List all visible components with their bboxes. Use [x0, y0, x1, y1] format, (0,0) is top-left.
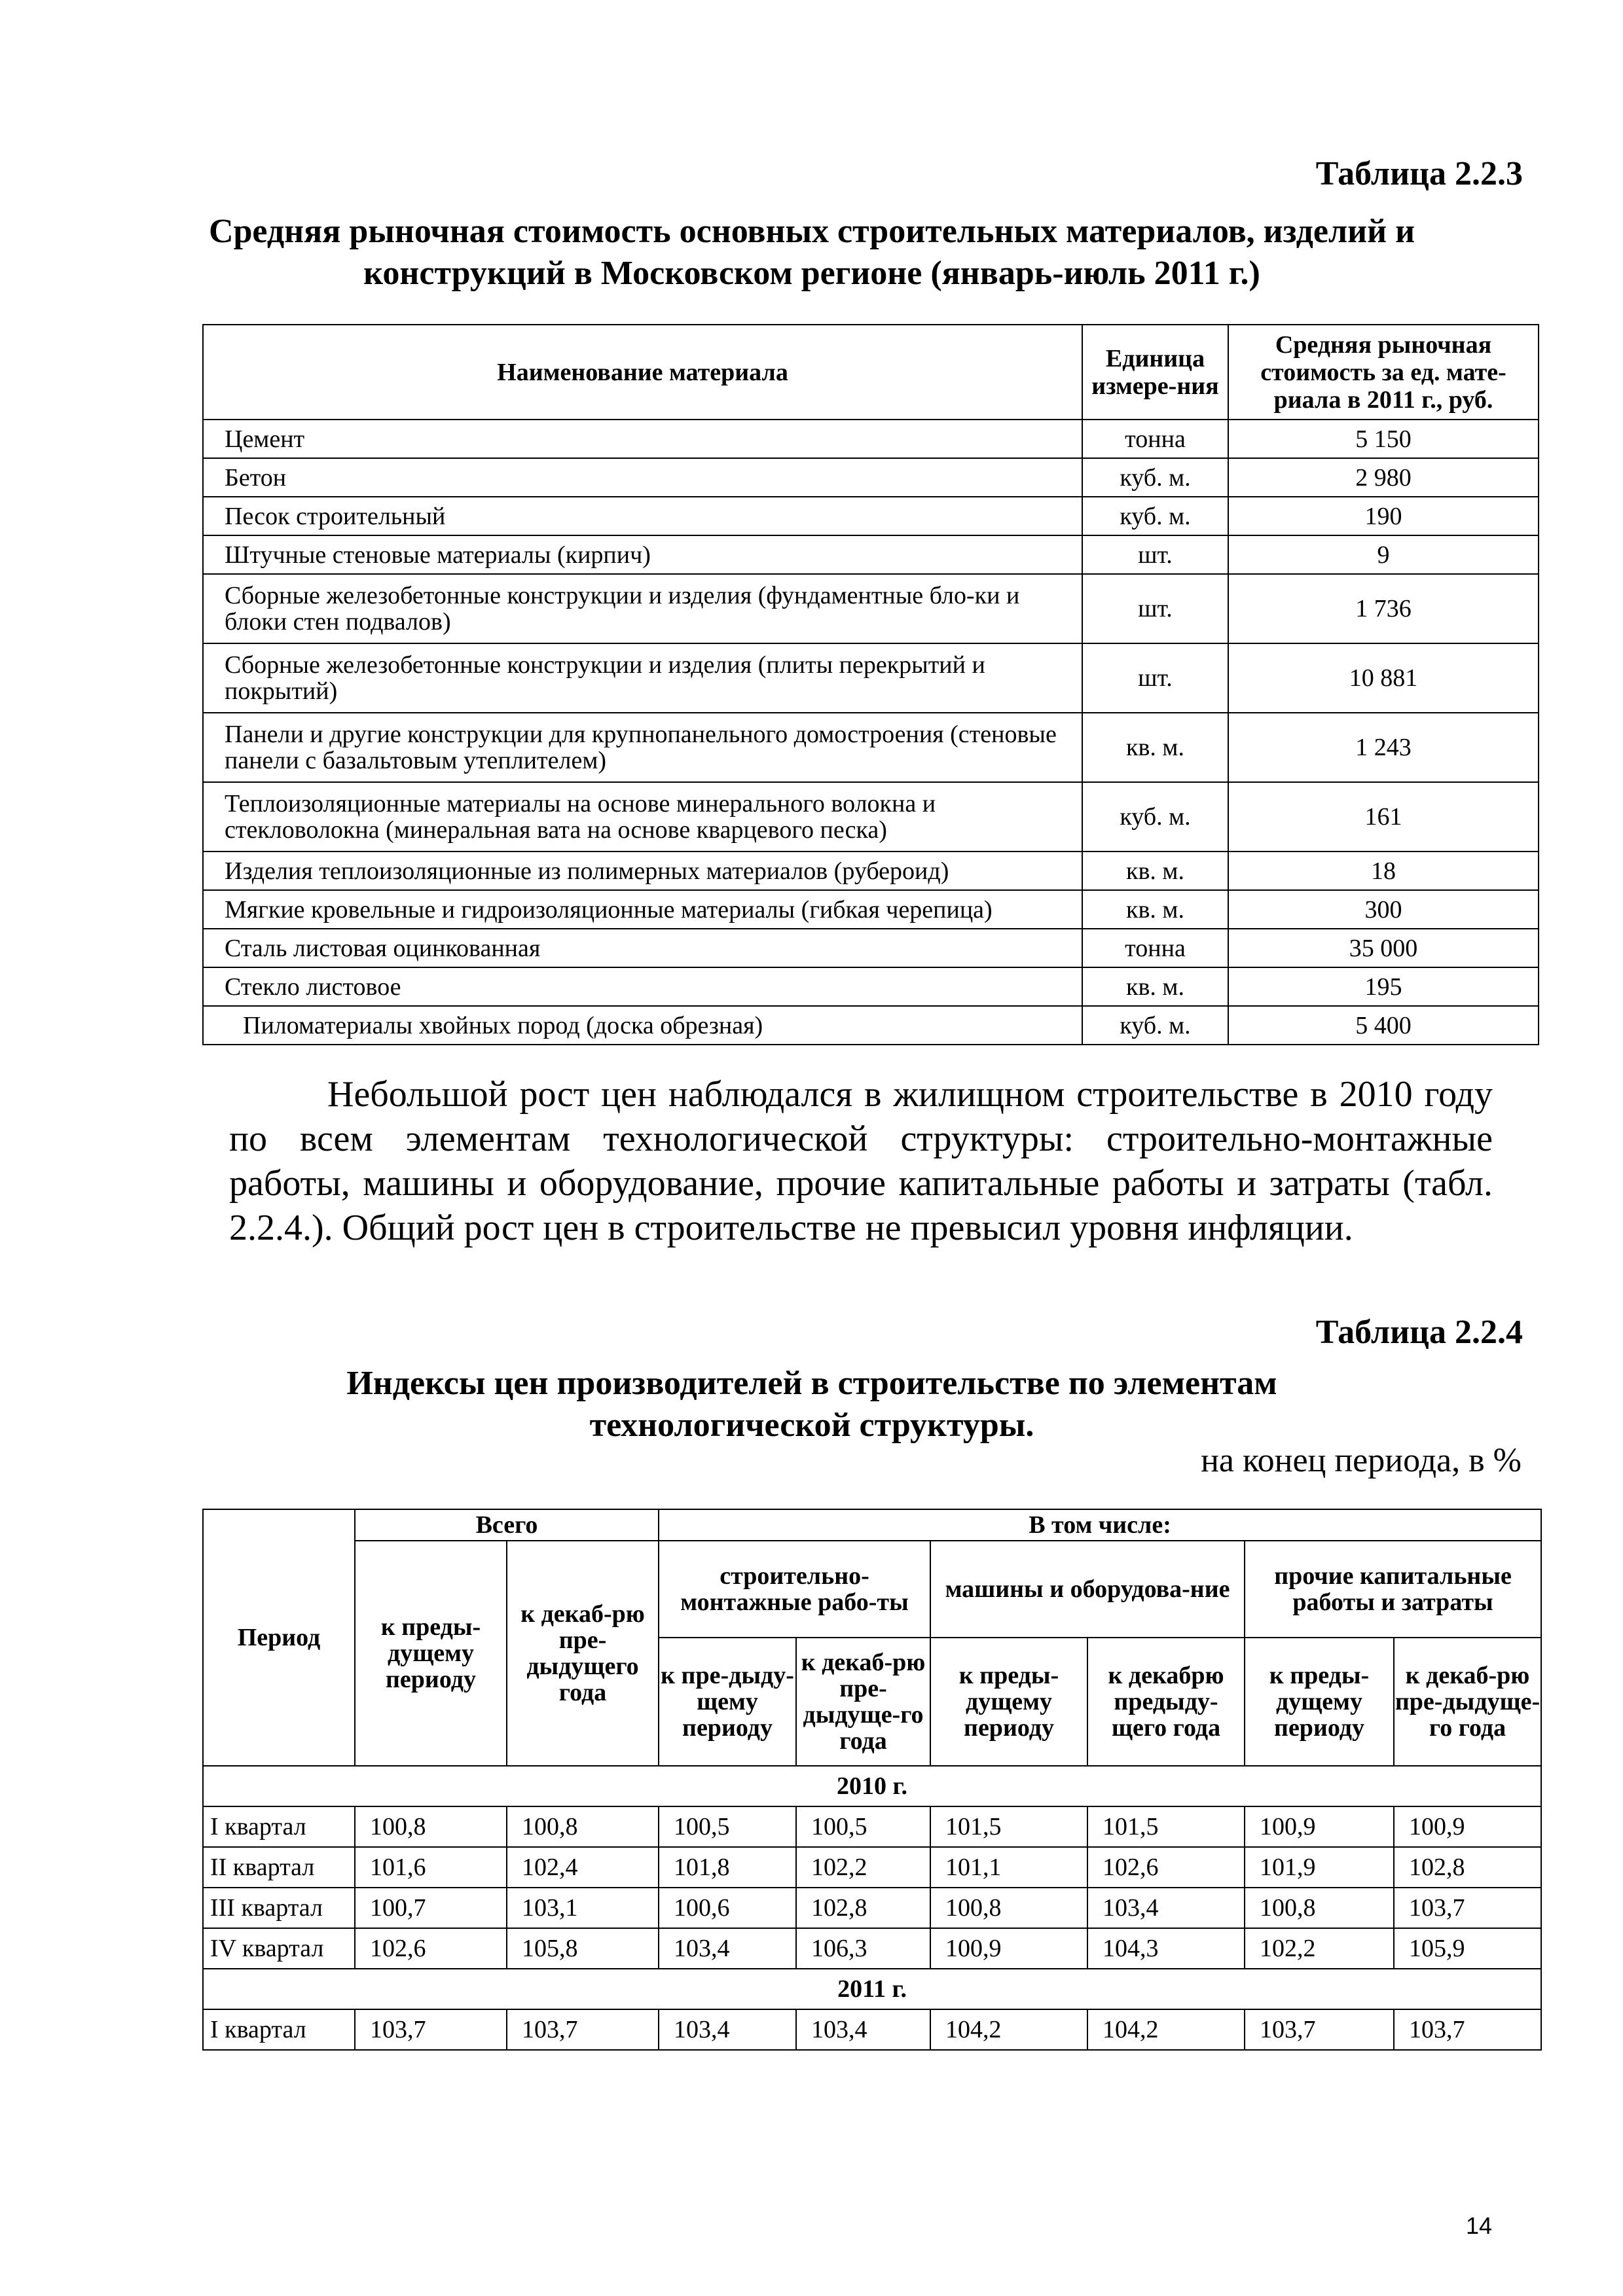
paragraph-text: Небольшой рост цен наблюдался в жилищном строительстве в 2010 году по всем элементам технологической структуры: строительно-монтажные работы, машины и оборудование, прочие капитальные работы и затраты (табл. 2.2.4.). Общий рост цен в строительстве не превысил уровня инфляции.	[229, 1074, 1493, 1248]
index-value-cell: 100,8	[507, 1806, 659, 1847]
period-cell: IV квартал	[203, 1928, 355, 1969]
index-value-cell: 103,4	[796, 2009, 930, 2050]
index-value-cell: 100,7	[355, 1888, 507, 1928]
index-value-cell: 103,4	[659, 2009, 796, 2050]
header-mach-prev: к преды-дущему периоду	[930, 1638, 1087, 1766]
table-row	[203, 574, 1539, 643]
price-cell: 1 243	[1228, 713, 1539, 782]
unit-cell: шт.	[1082, 535, 1228, 574]
year-label: 2011 г.	[203, 1969, 1541, 2009]
index-value-cell: 102,6	[1087, 1847, 1245, 1888]
unit-cell: кв. м.	[1082, 852, 1228, 890]
material-name-cell: Цемент	[203, 420, 1082, 458]
index-value-cell: 103,4	[659, 1928, 796, 1969]
price-cell: 10 881	[1228, 643, 1539, 713]
header-price: Средняя рыночная стоимость за ед. мате-риала в 2011 г., руб.	[1228, 325, 1539, 420]
table-number-2-2-3: Таблица 2.2.3	[1315, 155, 1523, 192]
material-name-cell: Изделия теплоизоляционные из полимерных материалов (рубероид)	[203, 852, 1082, 890]
year-label: 2010 г.	[203, 1766, 1541, 1806]
index-value-cell: 103,7	[1394, 2009, 1541, 2050]
index-value-cell: 103,4	[1087, 1888, 1245, 1928]
index-value-cell: 100,9	[930, 1928, 1087, 1969]
material-name-cell: Панели и другие конструкции для крупнопанельного домостроения (стеновые панели с базальтовым утеплителем)	[203, 713, 1082, 782]
index-value-cell: 102,4	[507, 1847, 659, 1888]
table-row	[203, 420, 1539, 458]
unit-cell: тонна	[1082, 929, 1228, 967]
header-period: Период	[203, 1509, 355, 1766]
table-row	[203, 1847, 1541, 1888]
unit-cell: кв. м.	[1082, 967, 1228, 1006]
price-index-table	[202, 1509, 1542, 2051]
price-cell: 300	[1228, 890, 1539, 929]
material-name-cell: Теплоизоляционные материалы на основе минерального волокна и стекловолокна (минеральная вата на основе кварцевого песка)	[203, 782, 1082, 852]
header-smr: строительно-монтажные рабо-ты	[659, 1541, 930, 1638]
price-cell: 190	[1228, 497, 1539, 535]
index-value-cell: 101,8	[659, 1847, 796, 1888]
index-value-cell: 106,3	[796, 1928, 930, 1969]
price-cell: 1 736	[1228, 574, 1539, 643]
price-cell: 5 400	[1228, 1006, 1539, 1045]
price-cell: 18	[1228, 852, 1539, 890]
table-row	[203, 1006, 1539, 1045]
index-value-cell: 102,2	[796, 1847, 930, 1888]
table-row	[203, 967, 1539, 1006]
index-value-cell: 105,8	[507, 1928, 659, 1969]
table-row	[203, 458, 1539, 497]
unit-cell: тонна	[1082, 420, 1228, 458]
index-value-cell: 103,7	[1394, 1888, 1541, 1928]
index-value-cell: 102,8	[1394, 1847, 1541, 1888]
index-value-cell: 103,7	[355, 2009, 507, 2050]
header-mach-dec: к декабрю предыду-щего года	[1087, 1638, 1245, 1766]
unit-note: на конец периода, в %	[1201, 1442, 1522, 1479]
header-total-dec: к декаб-рю пре-дыдущего года	[507, 1541, 659, 1766]
header-other: прочие капитальные работы и затраты	[1245, 1541, 1541, 1638]
table-row	[203, 535, 1539, 574]
table-row	[203, 1888, 1541, 1928]
index-value-cell: 103,7	[507, 2009, 659, 2050]
index-value-cell: 100,5	[659, 1806, 796, 1847]
header-including: В том числе:	[659, 1509, 1541, 1541]
index-value-cell: 104,2	[1087, 2009, 1245, 2050]
index-value-cell: 100,8	[930, 1888, 1087, 1928]
index-value-cell: 100,9	[1245, 1806, 1394, 1847]
index-value-cell: 101,5	[1087, 1806, 1245, 1847]
price-cell: 5 150	[1228, 420, 1539, 458]
table-row	[203, 929, 1539, 967]
materials-price-table	[202, 324, 1539, 1045]
material-name-cell: Песок строительный	[203, 497, 1082, 535]
table-number-2-2-4: Таблица 2.2.4	[1315, 1314, 1523, 1351]
material-name-cell: Штучные стеновые материалы (кирпич)	[203, 535, 1082, 574]
period-cell: I квартал	[203, 1806, 355, 1847]
index-value-cell: 105,9	[1394, 1928, 1541, 1969]
table-row	[203, 1928, 1541, 1969]
period-cell: III квартал	[203, 1888, 355, 1928]
price-cell: 195	[1228, 967, 1539, 1006]
period-cell: II квартал	[203, 1847, 355, 1888]
index-value-cell: 100,9	[1394, 1806, 1541, 1847]
index-value-cell: 102,2	[1245, 1928, 1394, 1969]
material-name-cell: Сталь листовая оцинкованная	[203, 929, 1082, 967]
material-name-cell: Сборные железобетонные конструкции и изделия (плиты перекрытий и покрытий)	[203, 643, 1082, 713]
index-value-cell: 100,8	[1245, 1888, 1394, 1928]
header-smr-prev: к пре-дыду-щему периоду	[659, 1638, 796, 1766]
price-cell: 9	[1228, 535, 1539, 574]
price-cell: 2 980	[1228, 458, 1539, 497]
table-row	[203, 497, 1539, 535]
table-row	[203, 643, 1539, 713]
header-material-name: Наименование материала	[203, 325, 1082, 420]
table-row	[203, 2009, 1541, 2050]
material-name-cell: Сборные железобетонные конструкции и изделия (фундаментные бло-ки и блоки стен подвалов)	[203, 574, 1082, 643]
material-name-cell: Стекло листовое	[203, 967, 1082, 1006]
page-number: 14	[1465, 2212, 1492, 2239]
index-value-cell: 100,5	[796, 1806, 930, 1847]
index-value-cell: 101,6	[355, 1847, 507, 1888]
unit-cell: куб. м.	[1082, 782, 1228, 852]
index-value-cell: 103,1	[507, 1888, 659, 1928]
header-unit: Единица измере-ния	[1082, 325, 1228, 420]
index-value-cell: 102,8	[796, 1888, 930, 1928]
material-name-cell: Бетон	[203, 458, 1082, 497]
index-value-cell: 101,1	[930, 1847, 1087, 1888]
table-title-2-2-4-line2: технологической структуры.	[589, 1407, 1034, 1444]
header-other-dec: к декаб-рю пре-дыдуще-го года	[1394, 1638, 1541, 1766]
header-smr-dec: к декаб-рю пре-дыдуще-го года	[796, 1638, 930, 1766]
header-other-prev: к преды-дущему периоду	[1245, 1638, 1394, 1766]
unit-cell: шт.	[1082, 643, 1228, 713]
unit-cell: кв. м.	[1082, 890, 1228, 929]
index-value-cell: 104,2	[930, 2009, 1087, 2050]
header-total-prev: к преды-дущему периоду	[355, 1541, 507, 1766]
header-machines: машины и оборудова-ние	[930, 1541, 1245, 1638]
price-cell: 161	[1228, 782, 1539, 852]
material-name-cell: Пиломатериалы хвойных пород (доска обрезная)	[203, 1006, 1082, 1045]
material-name-cell: Мягкие кровельные и гидроизоляционные материалы (гибкая черепица)	[203, 890, 1082, 929]
unit-cell: куб. м.	[1082, 1006, 1228, 1045]
table-row	[203, 782, 1539, 852]
table-row	[203, 1806, 1541, 1847]
index-value-cell: 102,6	[355, 1928, 507, 1969]
index-value-cell: 101,5	[930, 1806, 1087, 1847]
index-value-cell: 101,9	[1245, 1847, 1394, 1888]
table-row	[203, 713, 1539, 782]
header-total: Всего	[355, 1509, 659, 1541]
unit-cell: кв. м.	[1082, 713, 1228, 782]
index-value-cell: 103,7	[1245, 2009, 1394, 2050]
table-row	[203, 890, 1539, 929]
unit-cell: шт.	[1082, 574, 1228, 643]
price-cell: 35 000	[1228, 929, 1539, 967]
body-paragraph	[229, 1072, 1493, 1250]
table-title-2-2-3: Средняя рыночная стоимость основных строительных материалов, изделий и конструкций в Московском регионе (январь-июль 2011 г.)	[208, 213, 1415, 292]
year-row	[203, 1766, 1541, 1806]
period-cell: I квартал	[203, 2009, 355, 2050]
index-value-cell: 100,8	[355, 1806, 507, 1847]
year-row	[203, 1969, 1541, 2009]
table-title-2-2-4-line1: Индексы цен производителей в строительстве по элементам	[346, 1365, 1277, 1402]
unit-cell: куб. м.	[1082, 497, 1228, 535]
unit-cell: куб. м.	[1082, 458, 1228, 497]
index-value-cell: 104,3	[1087, 1928, 1245, 1969]
index-value-cell: 100,6	[659, 1888, 796, 1928]
table-row	[203, 852, 1539, 890]
